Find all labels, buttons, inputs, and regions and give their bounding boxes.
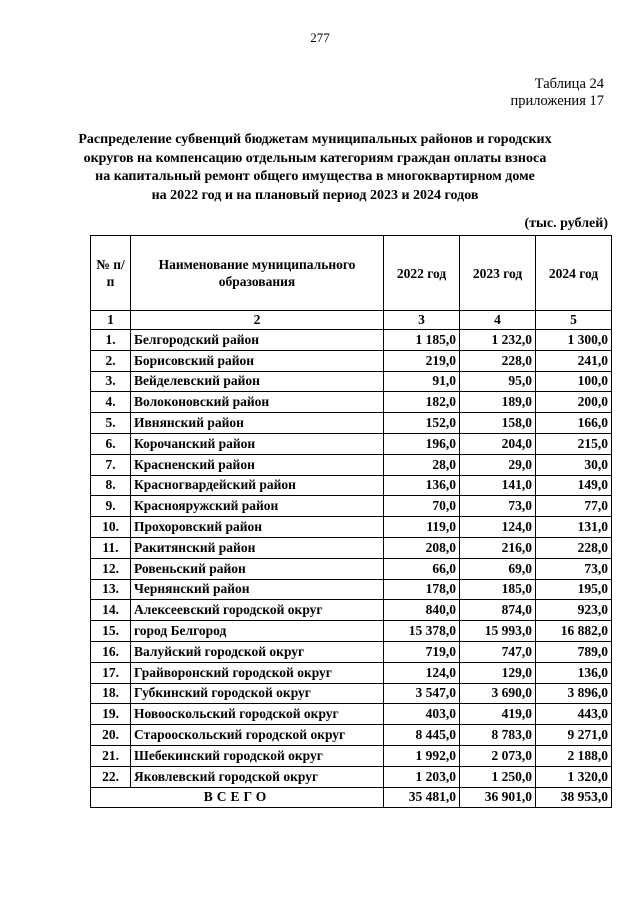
table-row xyxy=(91,662,612,683)
column-number: 1 xyxy=(91,311,131,330)
table-row xyxy=(91,558,612,579)
value-2022: 1 203,0 xyxy=(384,766,460,787)
value-2024: 789,0 xyxy=(536,641,612,662)
header-2022: 2022 год xyxy=(384,236,460,311)
value-2024: 195,0 xyxy=(536,579,612,600)
table-row xyxy=(91,600,612,621)
table-row xyxy=(91,683,612,704)
table-reference xyxy=(511,76,604,110)
row-number: 14. xyxy=(91,600,131,621)
value-2024: 166,0 xyxy=(536,413,612,434)
column-number: 2 xyxy=(131,311,384,330)
value-2023: 419,0 xyxy=(460,704,536,725)
total-2024: 38 953,0 xyxy=(536,787,612,807)
value-2024: 1 300,0 xyxy=(536,330,612,351)
municipality-name: Красногвардейский район xyxy=(131,475,384,496)
value-2023: 1 250,0 xyxy=(460,766,536,787)
value-2022: 91,0 xyxy=(384,371,460,392)
value-2024: 923,0 xyxy=(536,600,612,621)
row-number: 19. xyxy=(91,704,131,725)
row-number: 16. xyxy=(91,641,131,662)
municipality-name: Губкинский городской округ xyxy=(131,683,384,704)
value-2022: 840,0 xyxy=(384,600,460,621)
value-2022: 152,0 xyxy=(384,413,460,434)
value-2023: 141,0 xyxy=(460,475,536,496)
table-row xyxy=(91,579,612,600)
value-2022: 28,0 xyxy=(384,454,460,475)
subsidy-table xyxy=(90,235,612,808)
value-2023: 228,0 xyxy=(460,350,536,371)
value-2022: 208,0 xyxy=(384,537,460,558)
value-2024: 136,0 xyxy=(536,662,612,683)
row-number: 15. xyxy=(91,621,131,642)
table-row xyxy=(91,641,612,662)
value-2024: 149,0 xyxy=(536,475,612,496)
value-2023: 185,0 xyxy=(460,579,536,600)
row-number: 8. xyxy=(91,475,131,496)
value-2024: 73,0 xyxy=(536,558,612,579)
municipality-name: Шебекинский городской округ xyxy=(131,745,384,766)
municipality-name: Борисовский район xyxy=(131,350,384,371)
value-2022: 124,0 xyxy=(384,662,460,683)
value-2024: 1 320,0 xyxy=(536,766,612,787)
table-row xyxy=(91,537,612,558)
row-number: 4. xyxy=(91,392,131,413)
municipality-name: Новооскольский городской округ xyxy=(131,704,384,725)
table-row xyxy=(91,454,612,475)
municipality-name: Краснояружский район xyxy=(131,496,384,517)
page-number: 277 xyxy=(310,30,330,45)
value-2023: 73,0 xyxy=(460,496,536,517)
value-2024: 3 896,0 xyxy=(536,683,612,704)
row-number: 21. xyxy=(91,745,131,766)
row-number: 12. xyxy=(91,558,131,579)
value-2024: 100,0 xyxy=(536,371,612,392)
value-2023: 69,0 xyxy=(460,558,536,579)
value-2022: 119,0 xyxy=(384,517,460,538)
value-2024: 215,0 xyxy=(536,433,612,454)
value-2022: 182,0 xyxy=(384,392,460,413)
table-row xyxy=(91,704,612,725)
table-row xyxy=(91,330,612,351)
table-ref-line-2: приложения 17 xyxy=(510,93,604,109)
municipality-name: Корочанский район xyxy=(131,433,384,454)
row-number: 20. xyxy=(91,725,131,746)
table-row xyxy=(91,496,612,517)
value-2023: 747,0 xyxy=(460,641,536,662)
municipality-name: Старооскольский городской округ xyxy=(131,725,384,746)
value-2022: 8 445,0 xyxy=(384,725,460,746)
municipality-name: Вейделевский район xyxy=(131,371,384,392)
row-number: 10. xyxy=(91,517,131,538)
table-row xyxy=(91,433,612,454)
column-number: 5 xyxy=(536,311,612,330)
value-2024: 2 188,0 xyxy=(536,745,612,766)
value-2024: 228,0 xyxy=(536,537,612,558)
value-2022: 1 185,0 xyxy=(384,330,460,351)
table-row xyxy=(91,371,612,392)
value-2024: 443,0 xyxy=(536,704,612,725)
row-number: 17. xyxy=(91,662,131,683)
row-number: 5. xyxy=(91,413,131,434)
municipality-name: город Белгород xyxy=(131,621,384,642)
value-2023: 216,0 xyxy=(460,537,536,558)
value-2023: 129,0 xyxy=(460,662,536,683)
row-number: 3. xyxy=(91,371,131,392)
column-number: 4 xyxy=(460,311,536,330)
table-ref-line-1: Таблица 24 xyxy=(534,76,604,92)
value-2023: 15 993,0 xyxy=(460,621,536,642)
value-2022: 70,0 xyxy=(384,496,460,517)
municipality-name: Чернянский район xyxy=(131,579,384,600)
value-2024: 77,0 xyxy=(536,496,612,517)
value-2023: 29,0 xyxy=(460,454,536,475)
value-2023: 124,0 xyxy=(460,517,536,538)
value-2023: 189,0 xyxy=(460,392,536,413)
header-2024: 2024 год xyxy=(536,236,612,311)
value-2022: 1 992,0 xyxy=(384,745,460,766)
table-row xyxy=(91,517,612,538)
municipality-name: Алексеевский городской округ xyxy=(131,600,384,621)
units-label: (тыс. рублей) xyxy=(524,216,608,231)
municipality-name: Прохоровский район xyxy=(131,517,384,538)
value-2022: 66,0 xyxy=(384,558,460,579)
municipality-name: Ровеньский район xyxy=(131,558,384,579)
value-2023: 874,0 xyxy=(460,600,536,621)
municipality-name: Грайворонский городской округ xyxy=(131,662,384,683)
header-num: № п/п xyxy=(91,236,131,311)
row-number: 11. xyxy=(91,537,131,558)
municipality-name: Белгородский район xyxy=(131,330,384,351)
table-row xyxy=(91,475,612,496)
table-row xyxy=(91,745,612,766)
row-number: 13. xyxy=(91,579,131,600)
table-row xyxy=(91,413,612,434)
value-2022: 178,0 xyxy=(384,579,460,600)
value-2023: 8 783,0 xyxy=(460,725,536,746)
header-name: Наименование муниципального образования xyxy=(131,236,384,311)
value-2024: 200,0 xyxy=(536,392,612,413)
value-2023: 158,0 xyxy=(460,413,536,434)
value-2023: 95,0 xyxy=(460,371,536,392)
value-2024: 9 271,0 xyxy=(536,725,612,746)
column-number-row xyxy=(91,311,612,330)
value-2024: 30,0 xyxy=(536,454,612,475)
row-number: 7. xyxy=(91,454,131,475)
header-row xyxy=(91,236,612,311)
value-2022: 719,0 xyxy=(384,641,460,662)
value-2022: 219,0 xyxy=(384,350,460,371)
value-2024: 241,0 xyxy=(536,350,612,371)
municipality-name: Красненский район xyxy=(131,454,384,475)
header-2023: 2023 год xyxy=(460,236,536,311)
table-row xyxy=(91,725,612,746)
value-2023: 1 232,0 xyxy=(460,330,536,351)
value-2022: 196,0 xyxy=(384,433,460,454)
table-row xyxy=(91,350,612,371)
title-line-1: Распределение субвенций бюджетам муниципальных районов и городских xyxy=(78,132,552,147)
row-number: 22. xyxy=(91,766,131,787)
value-2022: 136,0 xyxy=(384,475,460,496)
total-2022: 35 481,0 xyxy=(384,787,460,807)
row-number: 9. xyxy=(91,496,131,517)
value-2024: 131,0 xyxy=(536,517,612,538)
column-number: 3 xyxy=(384,311,460,330)
municipality-name: Валуйский городской округ xyxy=(131,641,384,662)
row-number: 1. xyxy=(91,330,131,351)
value-2022: 15 378,0 xyxy=(384,621,460,642)
value-2023: 3 690,0 xyxy=(460,683,536,704)
title-line-3: на капитальный ремонт общего имущества в многоквартирном доме xyxy=(95,169,535,184)
total-2023: 36 901,0 xyxy=(460,787,536,807)
row-number: 18. xyxy=(91,683,131,704)
table-row xyxy=(91,621,612,642)
table-row xyxy=(91,392,612,413)
document-title xyxy=(70,131,560,205)
row-number: 6. xyxy=(91,433,131,454)
title-line-4: на 2022 год и на плановый период 2023 и 2024 годов xyxy=(151,187,479,203)
value-2024: 16 882,0 xyxy=(536,621,612,642)
value-2022: 403,0 xyxy=(384,704,460,725)
total-label: ВСЕГО xyxy=(91,787,384,807)
municipality-name: Волоконовский район xyxy=(131,392,384,413)
value-2023: 2 073,0 xyxy=(460,745,536,766)
municipality-name: Ивнянский район xyxy=(131,413,384,434)
municipality-name: Ракитянский район xyxy=(131,537,384,558)
table-row xyxy=(91,766,612,787)
value-2022: 3 547,0 xyxy=(384,683,460,704)
row-number: 2. xyxy=(91,350,131,371)
total-row xyxy=(91,787,612,807)
title-line-2: округов на компенсацию отдельным категориям граждан оплаты взноса xyxy=(83,150,547,166)
municipality-name: Яковлевский городской округ xyxy=(131,766,384,787)
value-2023: 204,0 xyxy=(460,433,536,454)
